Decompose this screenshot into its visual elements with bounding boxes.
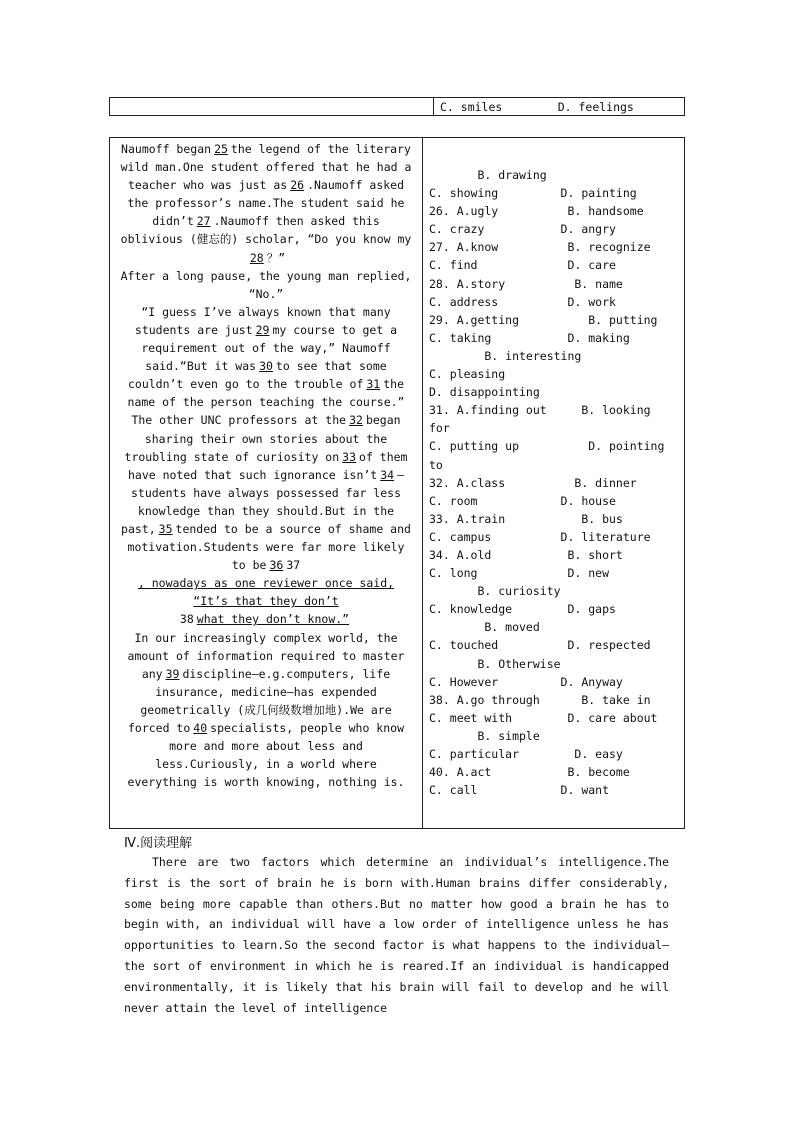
blank-number: 36 — [269, 558, 284, 573]
option-line: C. address D. work — [429, 294, 616, 309]
passage-text: tended to be a source of shame and motivation.Students were far more likely to be — [127, 521, 411, 573]
top-table-left-cell — [110, 98, 434, 115]
passage-text: the name of the person teaching the course.” — [127, 377, 405, 410]
option-line: C. long D. new — [429, 566, 610, 581]
option-line: 26. A.ugly B. handsome — [429, 204, 644, 219]
option-line: C. touched D. respected — [429, 638, 651, 653]
blank-number: 26 — [290, 178, 305, 193]
option-line: C. taking D. making — [429, 330, 630, 345]
option-line: 27. A.know B. recognize — [429, 240, 651, 255]
passage-text: —students have always possessed far less knowledge than they should.But in the past, — [121, 467, 405, 536]
blank-number: 33 — [342, 449, 357, 464]
blank-number: 31 — [366, 377, 381, 392]
blank-number: 34 — [380, 467, 395, 482]
passage-text: began sharing their own stories about the troubling state of curiosity on — [124, 413, 401, 464]
top-table-right-cell: C. smiles D. feelings — [440, 100, 634, 114]
option-line: C. pleasing — [429, 367, 506, 382]
option-line: C. crazy D. angry — [429, 222, 616, 237]
passage-text: 38 — [179, 612, 194, 627]
option-line: 29. A.getting B. putting — [429, 312, 658, 327]
option-line: B. curiosity — [429, 584, 561, 599]
blank-number: what they don’t know.” — [196, 612, 350, 627]
option-line: C. campus D. literature — [429, 529, 651, 544]
blank-number: 25 — [214, 142, 228, 156]
blank-number: 40 — [193, 721, 208, 735]
blank-number: 32 — [349, 413, 363, 428]
passage-paragraph — [119, 140, 413, 267]
top-table-row — [109, 97, 685, 116]
option-line: 34. A.old B. short — [429, 547, 623, 562]
passage-text: discipline—e.g.computers, life insurance, medicine—has expended geometrically (成几何级数增加地).We are forced to — [127, 666, 392, 735]
option-line: to — [429, 457, 443, 472]
blank-number: , nowadays as one reviewer once said, “It’s that they don’t — [137, 576, 395, 609]
passage-paragraph — [119, 411, 413, 628]
passage-text: After a long pause, the young man replied, “No.” — [120, 268, 412, 301]
passage-text: .Naumoff asked the professor’s name.The student said he didn’t — [127, 178, 405, 229]
blank-number: 29 — [255, 322, 270, 337]
passage-paragraph — [119, 303, 413, 412]
option-line: C. knowledge D. gaps — [429, 602, 616, 617]
cloze-passage — [110, 138, 423, 828]
option-line: C. putting up D. pointing — [429, 439, 665, 454]
option-line: 31. A.finding out B. looking — [429, 403, 651, 418]
option-line: D. disappointing — [429, 385, 540, 400]
passage-text: .Naumoff then asked this oblivious (健忘的) scholar, “Do you know my — [120, 214, 412, 247]
option-line: C. call D. want — [429, 783, 610, 798]
reading-text: There are two factors which determine an individual’s intelligence.The first is the sort of brain he is born with.Human brains differ considerably, some being more capable than others.But no matter how good a brain he has to begin with, an individual will have a low order of intelligence unless he has opportunities to learn.So the second factor is what happens to the individual—the sort of environment in which he is reared.If an individual is handicapped environmentally, it is likely that his brain will fail to develop and he will never attain the level of intelligence — [124, 855, 669, 1015]
passage-text: of them have noted that such ignorance isn’t — [127, 449, 408, 482]
option-line: 38. A.go through B. take in — [429, 692, 651, 707]
passage-text: to see that some couldn’t even go to the trouble of — [127, 359, 387, 392]
cloze-options — [423, 138, 684, 828]
option-line: B. Otherwise — [429, 656, 561, 671]
passage-text: Naumoff began — [121, 142, 212, 156]
cloze-table — [109, 137, 685, 829]
blank-number: 27 — [196, 214, 211, 229]
option-line: C. find D. care — [429, 258, 616, 273]
section-title: Ⅳ.阅读理解 — [124, 836, 193, 851]
passage-text: 37 — [286, 558, 301, 573]
blank-number: 39 — [165, 666, 180, 681]
option-line: C. showing D. painting — [429, 186, 637, 201]
option-line: for — [429, 421, 450, 436]
passage-text: In our increasingly complex world, the amount of information required to master any — [127, 630, 405, 681]
option-line: C. particular D. easy — [429, 747, 623, 761]
blank-number: 35 — [158, 521, 173, 536]
option-line: C. room D. house — [429, 493, 616, 508]
option-line: 28. A.story B. name — [429, 276, 623, 291]
option-line: C. However D. Anyway — [429, 674, 623, 689]
reading-passage — [124, 852, 669, 1018]
blank-number: 30 — [259, 359, 273, 374]
option-line: 40. A.act B. become — [429, 765, 630, 780]
option-line: C. meet with D. care about — [429, 710, 658, 725]
passage-paragraph — [119, 267, 413, 303]
passage-text: my course to get a requirement out of the way,” Naumoff said.“But it was — [141, 322, 398, 374]
option-line: 33. A.train B. bus — [429, 511, 623, 526]
option-line: B. interesting — [429, 348, 582, 363]
passage-text: the legend of the literary wild man.One student offered that he had a teacher who was just as — [120, 142, 412, 193]
option-line: B. simple — [429, 728, 540, 743]
option-line: B. drawing — [429, 168, 547, 182]
passage-text: The other UNC professors at the — [131, 413, 347, 428]
passage-text: ？” — [266, 250, 286, 265]
option-line: 32. A.class B. dinner — [429, 475, 637, 490]
passage-text: specialists, people who know more and more about less and less.Curiously, in a world where everything is worth knowing, nothing is. — [127, 721, 405, 790]
passage-paragraph — [119, 629, 413, 792]
option-line: B. moved — [429, 620, 540, 635]
passage-text: “I guess I’ve always known that many students are just — [134, 304, 391, 337]
blank-number: 28 — [249, 250, 264, 265]
